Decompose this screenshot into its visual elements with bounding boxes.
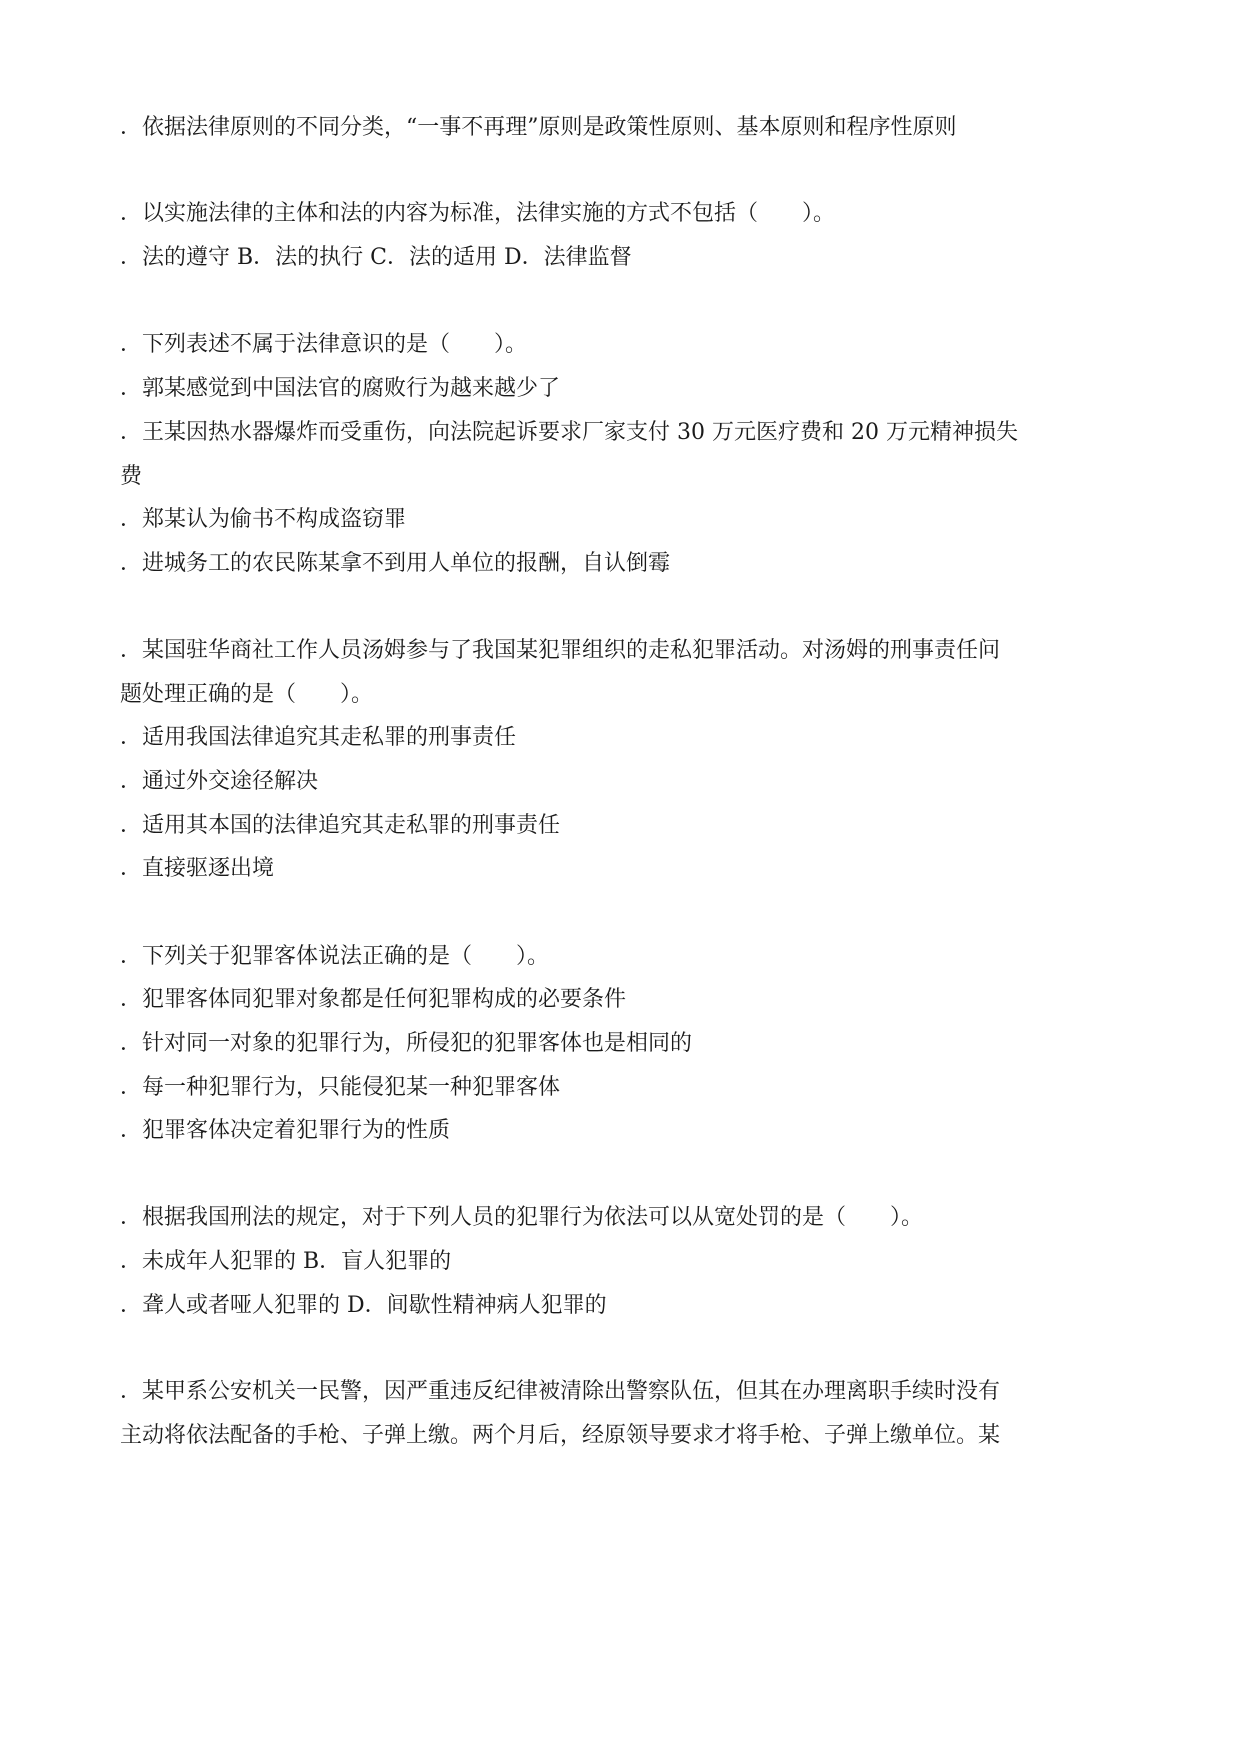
answer-option: ．郭某感觉到中国法官的腐败行为越来越少了 bbox=[120, 376, 561, 401]
answer-options: ．未成年人犯罪的 B．盲人犯罪的 bbox=[120, 1249, 452, 1274]
question-stem-continuation: 主动将依法配备的手枪、子弹上缴。两个月后，经原领导要求才将手枪、子弹上缴单位。某 bbox=[120, 1423, 1001, 1448]
question-stem: ．下列表述不属于法律意识的是（ ）。 bbox=[120, 332, 528, 357]
answer-option: ．犯罪客体同犯罪对象都是任何犯罪构成的必要条件 bbox=[120, 987, 627, 1012]
question-stem: ．某甲系公安机关一民警，因严重违反纪律被清除出警察队伍，但其在办理离职手续时没有 bbox=[120, 1379, 1001, 1404]
answer-option: ．适用我国法律追究其走私罪的刑事责任 bbox=[120, 725, 517, 750]
answer-options: ．法的遵守 B．法的执行 C．法的适用 D．法律监督 bbox=[120, 245, 632, 270]
answer-option: ．每一种犯罪行为，只能侵犯某一种犯罪客体 bbox=[120, 1075, 561, 1100]
answer-option: ．适用其本国的法律追究其走私罪的刑事责任 bbox=[120, 813, 561, 838]
answer-option: ．直接驱逐出境 bbox=[120, 856, 275, 881]
answer-options: ．聋人或者哑人犯罪的 D．间歇性精神病人犯罪的 bbox=[120, 1293, 607, 1318]
question-stem: ．某国驻华商社工作人员汤姆参与了我国某犯罪组织的走私犯罪活动。对汤姆的刑事责任问 bbox=[120, 638, 1001, 663]
answer-option-continuation: 费 bbox=[120, 464, 143, 489]
question-stem: ．根据我国刑法的规定，对于下列人员的犯罪行为依法可以从宽处罚的是（ ）。 bbox=[120, 1205, 924, 1230]
answer-option: ．针对同一对象的犯罪行为，所侵犯的犯罪客体也是相同的 bbox=[120, 1031, 693, 1056]
text-line: ．依据法律原则的不同分类，“一事不再理”原则是政策性原则、基本原则和程序性原则 bbox=[120, 115, 957, 140]
question-stem: ．下列关于犯罪客体说法正确的是（ ）。 bbox=[120, 944, 550, 969]
answer-option: ．王某因热水器爆炸而受重伤，向法院起诉要求厂家支付 30 万元医疗费和 20 万元精神损失 bbox=[120, 420, 1018, 445]
answer-option: ．郑某认为偷书不构成盗窃罪 bbox=[120, 507, 407, 532]
question-stem: ．以实施法律的主体和法的内容为标准，法律实施的方式不包括（ ）。 bbox=[120, 201, 836, 226]
answer-option: ．进城务工的农民陈某拿不到用人单位的报酬，自认倒霉 bbox=[120, 551, 671, 576]
answer-option: ．犯罪客体决定着犯罪行为的性质 bbox=[120, 1118, 451, 1143]
question-stem-continuation: 题处理正确的是（ ）。 bbox=[120, 682, 374, 707]
answer-option: ．通过外交途径解决 bbox=[120, 769, 319, 794]
